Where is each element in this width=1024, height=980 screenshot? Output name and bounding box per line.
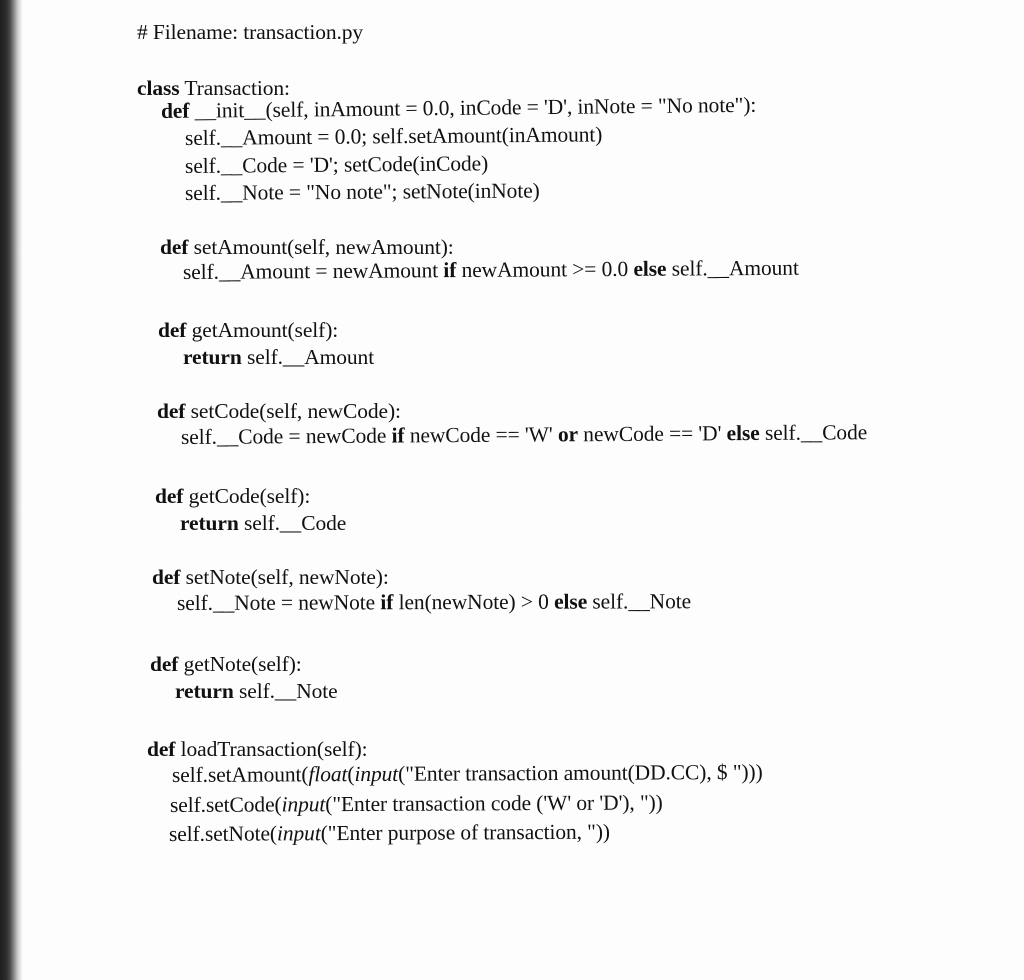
code-text: self.__Code = newCode — [180, 423, 392, 449]
builtin-input: input — [276, 821, 321, 846]
signature-text: getNote(self): — [178, 652, 302, 676]
signature-text: setNote(self, newNote): — [180, 565, 389, 589]
signature-text: loadTransaction(self): — [175, 737, 368, 761]
code-text: newCode == 'D' — [577, 421, 727, 447]
setnote-body — [177, 591, 691, 614]
getcode-body — [180, 513, 346, 535]
signature-text: setCode(self, newCode): — [185, 399, 401, 423]
code-text: newCode == 'W' — [404, 422, 558, 448]
code-text: self.__Amount — [666, 255, 799, 281]
builtin-input: input — [281, 792, 326, 817]
getcode-signature — [155, 486, 310, 508]
keyword-def: def — [160, 235, 189, 259]
keyword-def: def — [147, 737, 176, 761]
code-text: self.__Note = "No note"; setNote(inNote) — [184, 178, 540, 205]
code-text: ("Enter purpose of transaction, ")) — [320, 819, 611, 846]
getamount-signature — [158, 320, 338, 342]
getamount-body — [183, 347, 374, 369]
code-text: self.__Code — [238, 511, 347, 535]
keyword-if: if — [380, 590, 394, 615]
code-text: self.__Amount — [241, 345, 375, 369]
setcode-signature — [157, 401, 401, 423]
keyword-if: if — [443, 258, 457, 283]
keyword-def: def — [155, 484, 184, 508]
keyword-def: def — [157, 399, 186, 423]
keyword-else: else — [554, 589, 588, 614]
signature-text: getCode(self): — [183, 484, 311, 508]
code-text: newAmount >= 0.0 — [456, 256, 634, 283]
code-text: self.setAmount( — [171, 762, 309, 787]
code-text: ( — [347, 762, 355, 787]
init-body-line-2 — [185, 153, 488, 177]
code-text: ("Enter transaction code ('W' or 'D'), ")) — [325, 790, 663, 817]
keyword-return: return — [180, 511, 239, 535]
class-header — [137, 78, 290, 100]
code-text: ("Enter transaction amount(DD.CC), $ "))) — [398, 759, 763, 786]
keyword-return: return — [175, 679, 234, 703]
getnote-body — [175, 681, 338, 703]
code-text: self.__Amount = newAmount — [182, 258, 444, 284]
code-text: self.__Amount = 0.0; self.setAmount(inAmount) — [184, 122, 603, 150]
keyword-def: def — [158, 318, 187, 342]
keyword-def: def — [160, 98, 190, 123]
code-text: self.__Code — [759, 420, 868, 445]
code-text: self.__Note — [233, 679, 338, 703]
loadtransaction-body-line-3 — [168, 819, 611, 846]
code-text: self.setNote( — [168, 821, 278, 846]
keyword-def: def — [152, 565, 181, 589]
getnote-signature — [150, 654, 302, 676]
keyword-def: def — [150, 652, 179, 676]
code-text: self.__Note — [587, 589, 692, 614]
init-signature — [160, 92, 757, 123]
keyword-if: if — [391, 423, 405, 448]
setcode-body — [181, 422, 867, 448]
code-text: self.__Note = newNote — [176, 590, 381, 615]
setnote-signature — [152, 567, 389, 589]
loadtransaction-signature — [147, 739, 368, 761]
code-text: self.setCode( — [169, 792, 282, 817]
keyword-else: else — [726, 420, 760, 446]
keyword-class: class — [137, 76, 180, 100]
setamount-body — [182, 255, 799, 284]
code-text: len(newNote) > 0 — [393, 589, 555, 615]
builtin-float: float — [308, 762, 348, 787]
keyword-else: else — [633, 256, 667, 281]
class-name: Transaction: — [179, 76, 290, 100]
signature-text: __init__(self, inAmount = 0.0, inCode = 'D', inNote = "No note"): — [189, 92, 757, 123]
comment-text: # Filename: transaction.py — [137, 20, 364, 44]
loadtransaction-body-line-2 — [170, 792, 663, 816]
keyword-return: return — [183, 345, 242, 369]
init-body-line-3 — [184, 178, 540, 205]
keyword-or: or — [557, 422, 579, 447]
signature-text: getAmount(self): — [186, 318, 339, 342]
loadtransaction-body-line-1 — [171, 759, 763, 787]
signature-text: setAmount(self, newAmount): — [188, 235, 454, 259]
init-body-line-1 — [185, 124, 602, 149]
code-text: self.__Code = 'D'; setCode(inCode) — [184, 151, 489, 178]
builtin-input: input — [354, 761, 399, 787]
filename-comment — [137, 22, 363, 44]
setamount-signature — [160, 237, 454, 259]
